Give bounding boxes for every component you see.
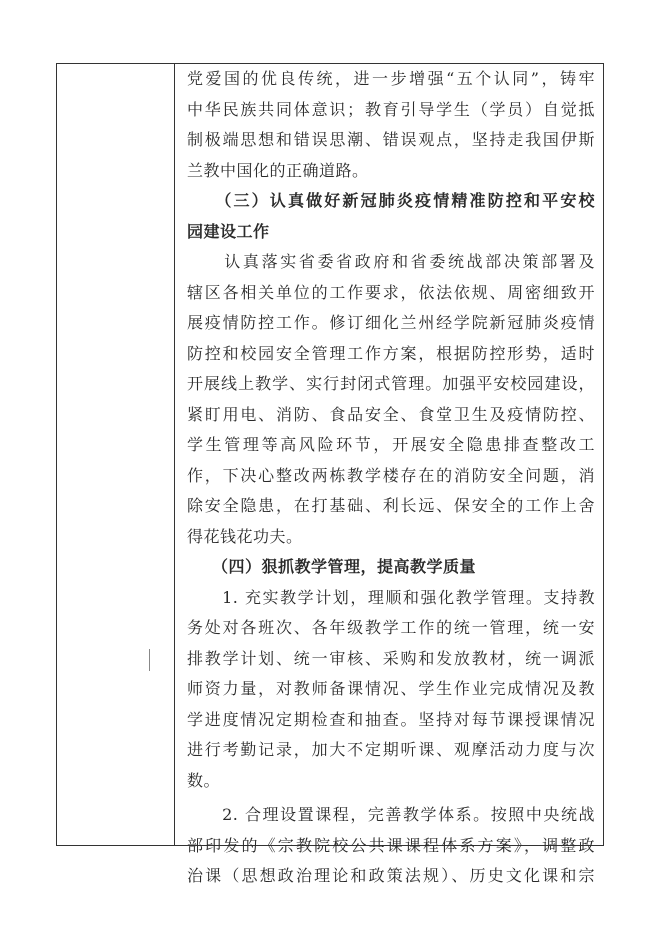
body-text-line: 排教学计划、统一审核、采购和发放教材，统一调派 <box>187 648 595 668</box>
margin-mark <box>149 649 150 671</box>
body-text-line: 师资力量，对教师备课情况、学生作业完成情况及教 <box>187 679 595 698</box>
body-text-line: 展疫情防控工作。修订细化兰州经学院新冠肺炎疫情 <box>187 313 595 332</box>
body-text-line: 作，下决心整改两栋教学楼存在的消防安全问题，消 <box>187 465 595 485</box>
body-text-line: 认真落实省委省政府和省委统战部决策部署及 <box>187 252 595 271</box>
body-text-line: 治课（思想政治理论和政策法规）、历史文化课和宗 <box>187 866 595 885</box>
left-label-column <box>57 64 175 845</box>
document-body <box>187 64 595 885</box>
body-text-line: 学生管理等高风险环节，开展安全隐患排查整改工 <box>187 435 595 454</box>
body-text-line: 除安全隐患，在打基础、利长远、保安全的工作上舍 <box>187 496 595 515</box>
body-text-line: 务处对各班次、各年级教学工作的统一管理，统一安 <box>187 618 595 637</box>
body-text-line: 辖区各相关单位的工作要求，依法依规、周密细致开 <box>187 282 595 302</box>
section-heading-line: （四）狠抓教学管理，提高教学质量 <box>187 557 477 576</box>
body-text-line: 学进度情况定期检查和抽查。坚持对每节课授课情况 <box>187 709 595 729</box>
section-heading-line: （三）认真做好新冠肺炎疫情精准防控和平安校 <box>187 191 595 210</box>
body-text-line: 2. 合理设置课程，完善教学体系。按照中央统战 <box>187 805 595 824</box>
section-heading-line: 园建设工作 <box>187 221 270 241</box>
body-text-line: 防控和校园安全管理工作方案，根据防控形势，适时 <box>187 343 595 363</box>
body-text-line: 部印发的《宗教院校公共课课程体系方案》，调整政 <box>187 835 595 855</box>
body-text-line: 中华民族共同体意识；教育引导学生（学员）自觉抵 <box>187 99 595 119</box>
body-text-line: 兰教中国化的正确道路。 <box>187 160 369 180</box>
body-text-line: 数。 <box>187 770 221 790</box>
body-text-line: 1. 充实教学计划，理顺和强化教学管理。支持教 <box>187 587 595 607</box>
body-text-line: 进行考勤记录，加大不定期听课、观摩活动力度与次 <box>187 740 595 759</box>
body-text-line: 开展线上教学、实行封闭式管理。加强平安校园建设， <box>187 374 595 393</box>
body-text-line: 紧盯用电、消防、食品安全、食堂卫生及疫情防控、 <box>187 404 595 424</box>
body-text-line: 党爱国的优良传统，进一步增强“五个认同”，铸牢 <box>187 69 595 88</box>
document-table-frame <box>56 63 604 885</box>
body-text-line: 制极端思想和错误思潮、错误观点，坚持走我国伊斯 <box>187 130 595 149</box>
body-text-line: 得花钱花功夫。 <box>187 526 303 546</box>
